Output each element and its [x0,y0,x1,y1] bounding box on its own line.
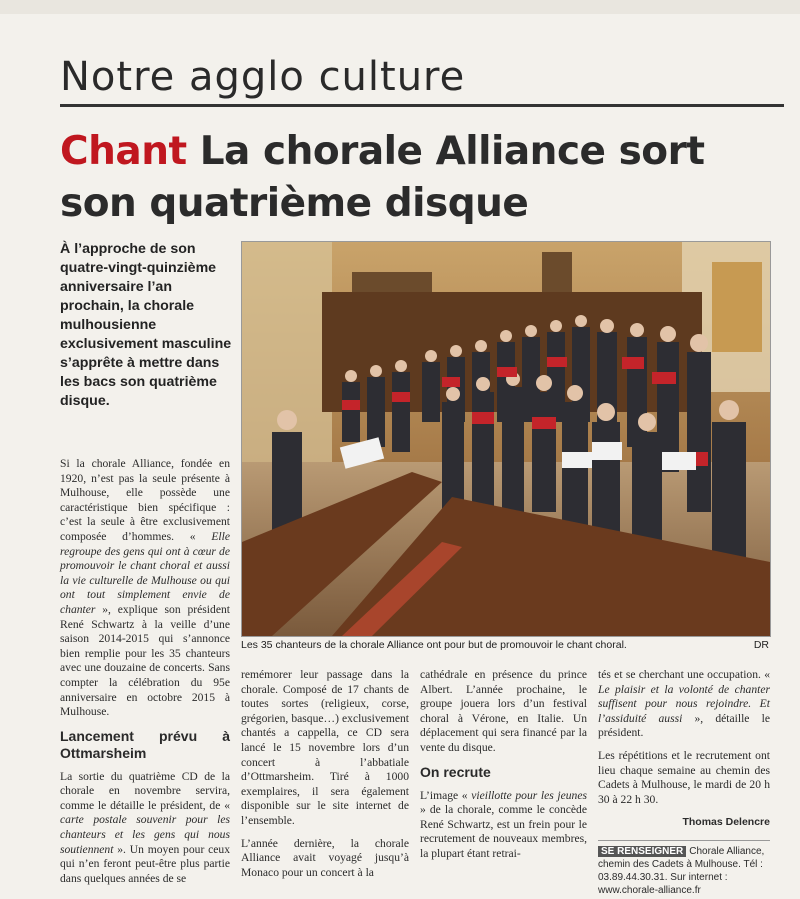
section-title: Notre agglo culture [60,54,466,100]
column-2 [241,668,409,888]
subheading: Lancement prévu à Ottmarsheim [60,727,230,761]
text-run: » de la chorale, comme le concède René Schwartz, est un frein pour le recrutement de nouveaux membres, la plupart étant retrai- [420,803,587,860]
text-run: tés et se cherchant une occupation. « [598,668,770,681]
author: Thomas Delencre [682,816,770,829]
column-4 [598,668,770,897]
column-1 [60,457,230,894]
text-run: », détaille le président. [598,711,770,740]
text-run: L’image « [420,788,472,802]
text-run: Si la chorale Alliance, fondée en 1920, n’est pas la seule présente à Mulhouse, elle possède une caractéristique bien spécifique : c’est la seule à être exclusivement composée d’hommes. « [60,457,230,543]
paragraph: L’année dernière, la chorale Alliance avait voyagé jusqu’à Monaco pour un concert à la [241,836,409,879]
photo-choir-icon [242,242,770,636]
caption-text: Les 35 chanteurs de la chorale Alliance ont pour but de promouvoir le chant choral. [241,639,627,651]
paragraph: remémorer leur passage dans la chorale. Composé de 17 chants de toutes sortes (religieux, corse, grégorien, basque…) exclusivement chantés a cappella, ce CD sera lancé le 15 novembre lors d’un concert à l’abbatiale d’Ottmarsheim. Tiré à 1000 exemplaires, il sera également disponible sur le site internet de l’ensemble. [241,668,409,827]
subheading: On recrute [420,763,491,780]
text-run: », explique son président René Schwartz à la veille d’une saison 2014-2015 qui s’annonce bien remplie pour les 35 chanteurs avec une douzaine de concerts. Sans compter la célébration du 95e anniversaire en octobre 2015 à Mulhouse. [60,602,230,719]
quote: vieillotte pour les jeunes [471,788,587,802]
text-run: La sortie du quatrième CD de la chorale en novembre servira, comme le détaille le président, de « [60,769,230,812]
paragraph [420,789,587,862]
info-box [598,840,770,897]
paragraph: cathédrale en présence du prince Albert. L’année prochaine, le groupe jouera lors d’un festival choral à Vérone, en Italie. Un déplacement qui sera financé par la vente du disque. [420,668,587,754]
lede: À l’approche de son quatre-vingt-quinzième anniversaire l’an prochain, la chorale mulhousienne exclusivement masculine s’apprête à mettre dans les bacs son quatrième disque. [60,241,232,409]
info-label: SE RENSEIGNER [598,846,686,857]
choir-photo [241,241,771,637]
top-strip [0,0,800,14]
column-3 [420,668,587,870]
paragraph [598,668,770,741]
paragraph: Les répétitions et le recrutement ont lieu chaque semaine au chemin des Cadets à Mulhouse, le mardi de 20 h 30 à 22 h 30. [598,748,770,806]
quote: carte postale souvenir pour les chanteurs et les gens qui nous soutiennent [60,813,230,856]
paragraph [60,457,230,720]
photo-caption [241,639,769,651]
paragraph [60,770,230,887]
photo-credit: DR [753,639,769,651]
headline-kicker: Chant [60,129,187,174]
section-rule [60,104,784,107]
headline [60,126,784,230]
headline-title: La chorale Alliance sort son quatrième disque [60,129,705,226]
quote: Elle regroupe des gens qui ont à cœur de promouvoir le chant choral et aussi la vie culturelle de Mulhouse ou qui ont tout simplement envie de chanter [60,529,230,616]
quote: Le plaisir et la volonté de chanter suffisent pour nous rejoindre. Et l’assiduité aussi [598,682,770,725]
info-text: Chorale Alliance, chemin des Cadets à Mulhouse. Tél : 03.89.44.30.31. Sur internet : www.chorale-alliance.fr [598,845,765,896]
text-run: ». Un moyen pour ceux qui n’en feront peut-être plus partie dans quelques années de se [60,842,230,885]
